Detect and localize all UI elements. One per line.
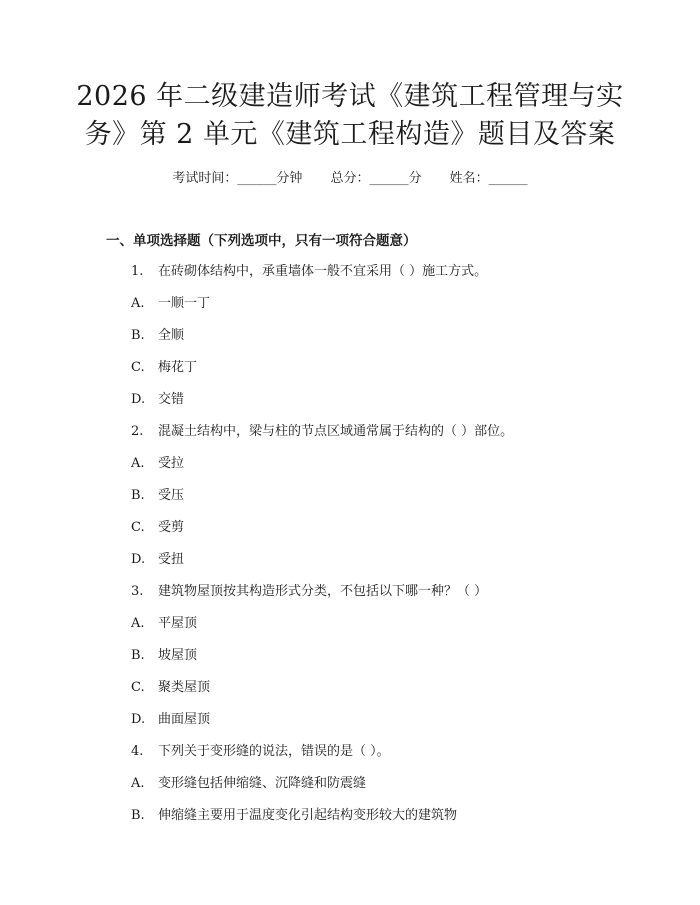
option-text: 伸缩缝主要用于温度变化引起结构变形较大的建筑物 — [158, 808, 458, 823]
question-line — [131, 263, 487, 281]
question-text: 在砖砌体结构中，承重墙体一般不宜采用（ ）施工方式。 — [158, 264, 488, 279]
option-letter: A. — [131, 456, 145, 471]
option-text: 受压 — [158, 488, 185, 503]
option-text: 坡屋顶 — [158, 648, 198, 663]
exam-name: 姓名：______ — [449, 171, 528, 186]
option-letter: C. — [131, 520, 145, 535]
option-line — [131, 775, 366, 793]
option-letter: D. — [131, 392, 146, 407]
option-text: 梅花丁 — [158, 360, 198, 375]
question-number: 1. — [131, 264, 144, 279]
option-letter: D. — [131, 552, 146, 567]
exam-time: 考试时间：______分钟 — [172, 171, 303, 186]
option-line — [131, 615, 197, 633]
option-line — [131, 359, 197, 377]
option-text: 全顺 — [158, 328, 185, 343]
option-line — [131, 807, 457, 825]
option-line — [131, 295, 210, 313]
section-heading: 一、单项选择题（下列选项中，只有一项符合题意） — [106, 233, 417, 249]
option-letter: A. — [131, 616, 145, 631]
option-text: 一顺一丁 — [158, 296, 211, 311]
option-text: 聚类屋顶 — [158, 680, 211, 695]
option-text: 受扭 — [158, 552, 185, 567]
question-number: 3. — [131, 584, 144, 599]
question-text: 混凝土结构中，梁与柱的节点区域通常属于结构的（ ）部位。 — [158, 424, 514, 439]
option-letter: C. — [131, 360, 145, 375]
option-text: 曲面屋顶 — [158, 712, 211, 727]
question-number: 2. — [131, 424, 144, 439]
option-line — [131, 327, 184, 345]
option-letter: B. — [131, 488, 145, 503]
question-line — [131, 743, 390, 761]
option-letter: B. — [131, 648, 145, 663]
option-line — [131, 679, 210, 697]
option-line — [131, 391, 184, 409]
option-text: 受拉 — [158, 456, 185, 471]
option-line — [131, 647, 197, 665]
question-text: 下列关于变形缝的说法，错误的是（ ）。 — [158, 744, 390, 759]
document-title — [0, 78, 700, 154]
option-text: 受剪 — [158, 520, 185, 535]
option-text: 交错 — [158, 392, 185, 407]
question-line — [131, 423, 513, 441]
question-number: 4. — [131, 744, 144, 759]
option-text: 变形缝包括伸缩缝、沉降缝和防震缝 — [158, 776, 367, 791]
option-line — [131, 455, 184, 473]
option-letter: A. — [131, 296, 145, 311]
option-line — [131, 711, 210, 729]
option-letter: B. — [131, 328, 145, 343]
option-letter: D. — [131, 712, 146, 727]
title-line-1: 2026 年二级建造师考试《建筑工程管理与实 — [76, 81, 624, 112]
option-letter: C. — [131, 680, 145, 695]
option-line — [131, 551, 184, 569]
option-letter: A. — [131, 776, 145, 791]
option-letter: B. — [131, 808, 145, 823]
exam-meta — [0, 170, 700, 188]
question-text: 建筑物屋顶按其构造形式分类，不包括以下哪一种？（ ） — [158, 584, 488, 599]
option-text: 平屋顶 — [158, 616, 198, 631]
question-line — [131, 583, 487, 601]
option-line — [131, 519, 184, 537]
exam-score: 总分：______分 — [330, 171, 422, 186]
title-line-2: 务》第 2 单元《建筑工程构造》题目及答案 — [84, 119, 616, 150]
option-line — [131, 487, 184, 505]
